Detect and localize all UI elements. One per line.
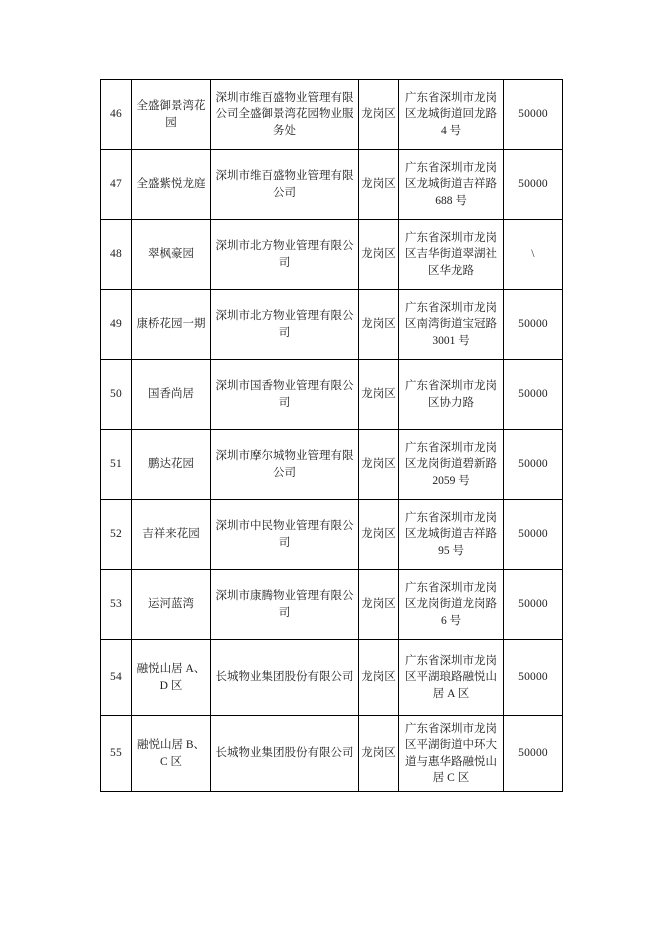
cell-address: 广东省深圳市龙岗区南湾街道宝冠路 3001 号 [399,290,504,360]
cell-address: 广东省深圳市龙岗区龙城街道吉祥路 95 号 [399,500,504,570]
table-row [101,220,563,290]
cell-name: 翠枫豪园 [132,220,211,290]
cell-index: 48 [101,220,132,290]
table-row [101,290,563,360]
table-row [101,570,563,640]
table-row [101,716,563,792]
cell-company: 深圳市维百盛物业管理有限公司全盛御景湾花园物业服务处 [211,80,359,150]
cell-fee: 50000 [504,80,563,150]
cell-district: 龙岗区 [359,500,399,570]
cell-fee: 50000 [504,570,563,640]
table-row [101,360,563,430]
cell-district: 龙岗区 [359,570,399,640]
property-listing-table [100,79,563,792]
cell-index: 47 [101,150,132,220]
cell-index: 50 [101,360,132,430]
cell-district: 龙岗区 [359,150,399,220]
cell-index: 55 [101,716,132,792]
cell-district: 龙岗区 [359,80,399,150]
cell-company: 深圳市康腾物业管理有限公司 [211,570,359,640]
cell-company: 长城物业集团股份有限公司 [211,640,359,716]
property-table-container [100,79,562,792]
cell-district: 龙岗区 [359,360,399,430]
cell-address: 广东省深圳市龙岗区龙城街道回龙路 4 号 [399,80,504,150]
cell-index: 53 [101,570,132,640]
cell-fee: 50000 [504,290,563,360]
cell-address: 广东省深圳市龙岗区龙岗街道碧新路 2059 号 [399,430,504,500]
cell-name: 吉祥来花园 [132,500,211,570]
cell-district: 龙岗区 [359,716,399,792]
table-body [101,80,563,792]
table-row [101,500,563,570]
cell-address: 广东省深圳市龙岗区平湖琅路融悦山居 A 区 [399,640,504,716]
cell-name: 全盛紫悦龙庭 [132,150,211,220]
table-row [101,80,563,150]
table-row [101,430,563,500]
cell-name: 康桥花园一期 [132,290,211,360]
cell-company: 深圳市北方物业管理有限公司 [211,220,359,290]
cell-address: 广东省深圳市龙岗区吉华街道翠湖社区华龙路 [399,220,504,290]
cell-index: 51 [101,430,132,500]
cell-name: 鹏达花园 [132,430,211,500]
cell-company: 深圳市中民物业管理有限公司 [211,500,359,570]
cell-district: 龙岗区 [359,290,399,360]
cell-index: 46 [101,80,132,150]
table-row [101,150,563,220]
cell-fee: 50000 [504,150,563,220]
cell-fee: \ [504,220,563,290]
cell-name: 融悦山居 A、D 区 [132,640,211,716]
cell-company: 深圳市国香物业管理有限公司 [211,360,359,430]
cell-district: 龙岗区 [359,430,399,500]
cell-company: 深圳市北方物业管理有限公司 [211,290,359,360]
cell-name: 国香尚居 [132,360,211,430]
cell-index: 52 [101,500,132,570]
cell-company: 深圳市摩尔城物业管理有限公司 [211,430,359,500]
cell-company: 长城物业集团股份有限公司 [211,716,359,792]
cell-name: 融悦山居 B、C 区 [132,716,211,792]
cell-address: 广东省深圳市龙岗区平湖街道中环大道与惠华路融悦山居 C 区 [399,716,504,792]
cell-address: 广东省深圳市龙岗区龙城街道吉祥路 688 号 [399,150,504,220]
cell-fee: 50000 [504,500,563,570]
cell-name: 运河蓝湾 [132,570,211,640]
cell-district: 龙岗区 [359,220,399,290]
cell-fee: 50000 [504,640,563,716]
cell-index: 54 [101,640,132,716]
cell-district: 龙岗区 [359,640,399,716]
table-row [101,640,563,716]
cell-fee: 50000 [504,360,563,430]
cell-index: 49 [101,290,132,360]
cell-company: 深圳市维百盛物业管理有限公司 [211,150,359,220]
cell-address: 广东省深圳市龙岗区龙岗街道龙岗路 6 号 [399,570,504,640]
cell-fee: 50000 [504,716,563,792]
cell-fee: 50000 [504,430,563,500]
cell-address: 广东省深圳市龙岗区协力路 [399,360,504,430]
cell-name: 全盛御景湾花园 [132,80,211,150]
